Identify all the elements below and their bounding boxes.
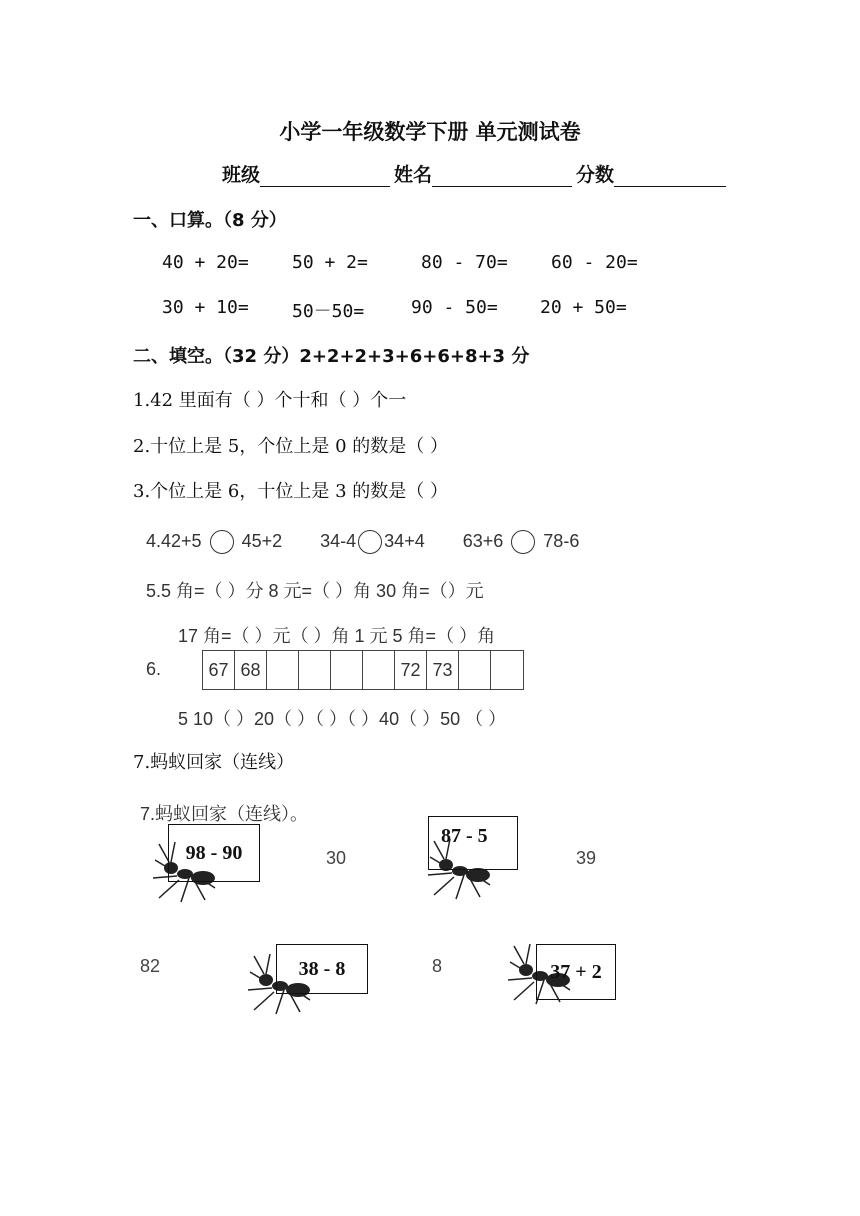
class-blank[interactable] <box>260 166 390 187</box>
home-number[interactable]: 39 <box>576 848 597 868</box>
q4-b-right: 34+4 <box>384 530 425 551</box>
q4-b-left: 34-4 <box>320 530 357 551</box>
section1-heading: 一、口算。（8 分） <box>133 210 287 231</box>
calc-item: 30 + 10= <box>162 297 249 318</box>
grid-cell[interactable] <box>331 651 363 689</box>
calc-item: 60 - 20= <box>551 252 638 273</box>
question-2: 2.十位上是 5，个位上是 0 的数是（ ） <box>133 436 448 457</box>
calc-item: 40 + 20= <box>162 252 249 273</box>
question-1: 1.42 里面有（ ）个十和（ ）个一 <box>133 390 407 411</box>
question-5-line1: 5.5 角=（ ）分 8 元=（ ）角 30 角=（）元 <box>146 581 484 601</box>
score-blank[interactable] <box>614 166 726 187</box>
score-field <box>576 160 726 187</box>
compare-circle[interactable] <box>210 530 234 554</box>
q6-sequence: 5 10（ ）20（ ）（ ）（ ）40（ ）50 （ ） <box>178 709 507 729</box>
score-label: 分数 <box>576 164 615 186</box>
q4-a-right: 45+2 <box>241 530 283 551</box>
grid-cell: 67 <box>203 651 235 689</box>
home-number[interactable]: 8 <box>432 956 443 976</box>
calc-item: 50 + 2= <box>292 252 368 273</box>
q4-a-left: 42+5 <box>161 530 202 551</box>
home-number[interactable]: 82 <box>140 956 161 976</box>
q4-c-right: 78-6 <box>543 530 580 551</box>
q4-label: 4. <box>146 530 162 551</box>
name-blank[interactable] <box>432 166 572 187</box>
q4-c-left: 63+6 <box>462 530 504 551</box>
grid-cell: 68 <box>235 651 267 689</box>
question-5-line2: 17 角=（ ）元（ ）角 1 元 5 角=（ ）角 <box>178 626 496 646</box>
compare-circle[interactable] <box>511 530 535 554</box>
name-field <box>394 160 572 187</box>
ant-box-2[interactable]: 87 - 5 <box>428 816 518 870</box>
question-4 <box>146 530 579 554</box>
grid-cell[interactable] <box>363 651 395 689</box>
grid-cell[interactable] <box>459 651 491 689</box>
grid-cell[interactable] <box>299 651 331 689</box>
grid-cell[interactable] <box>267 651 299 689</box>
question-3: 3.个位上是 6，十位上是 3 的数是（ ） <box>133 481 448 502</box>
class-label: 班级 <box>222 164 261 186</box>
grid-cell: 73 <box>427 651 459 689</box>
number-grid <box>202 650 524 690</box>
calc-item: 20 + 50= <box>540 297 627 318</box>
class-field <box>222 160 390 187</box>
calc-item: 90 - 50= <box>411 297 498 318</box>
grid-cell: 72 <box>395 651 427 689</box>
section2-heading: 二、填空。（32 分）2+2+2+3+6+6+8+3 分 <box>133 346 530 367</box>
grid-cell[interactable] <box>491 651 523 689</box>
page-title: 小学一年级数学下册 单元测试卷 <box>279 120 581 144</box>
calc-item: 80 - 70= <box>421 252 508 273</box>
question-7: 7.蚂蚁回家（连线） <box>133 752 295 773</box>
compare-circle[interactable] <box>358 530 382 554</box>
ant-box-1[interactable]: 98 - 90 <box>168 824 260 882</box>
ant-box-3[interactable]: 38 - 8 <box>276 944 368 994</box>
q6-label: 6. <box>146 659 162 679</box>
calc-item: 50－50= <box>292 301 365 322</box>
home-number[interactable]: 30 <box>326 848 347 868</box>
name-label: 姓名 <box>394 164 433 186</box>
ant-box-4[interactable]: 37 + 2 <box>536 944 616 1000</box>
q7-scan-heading: 7.蚂蚁回家（连线）。 <box>140 804 309 824</box>
